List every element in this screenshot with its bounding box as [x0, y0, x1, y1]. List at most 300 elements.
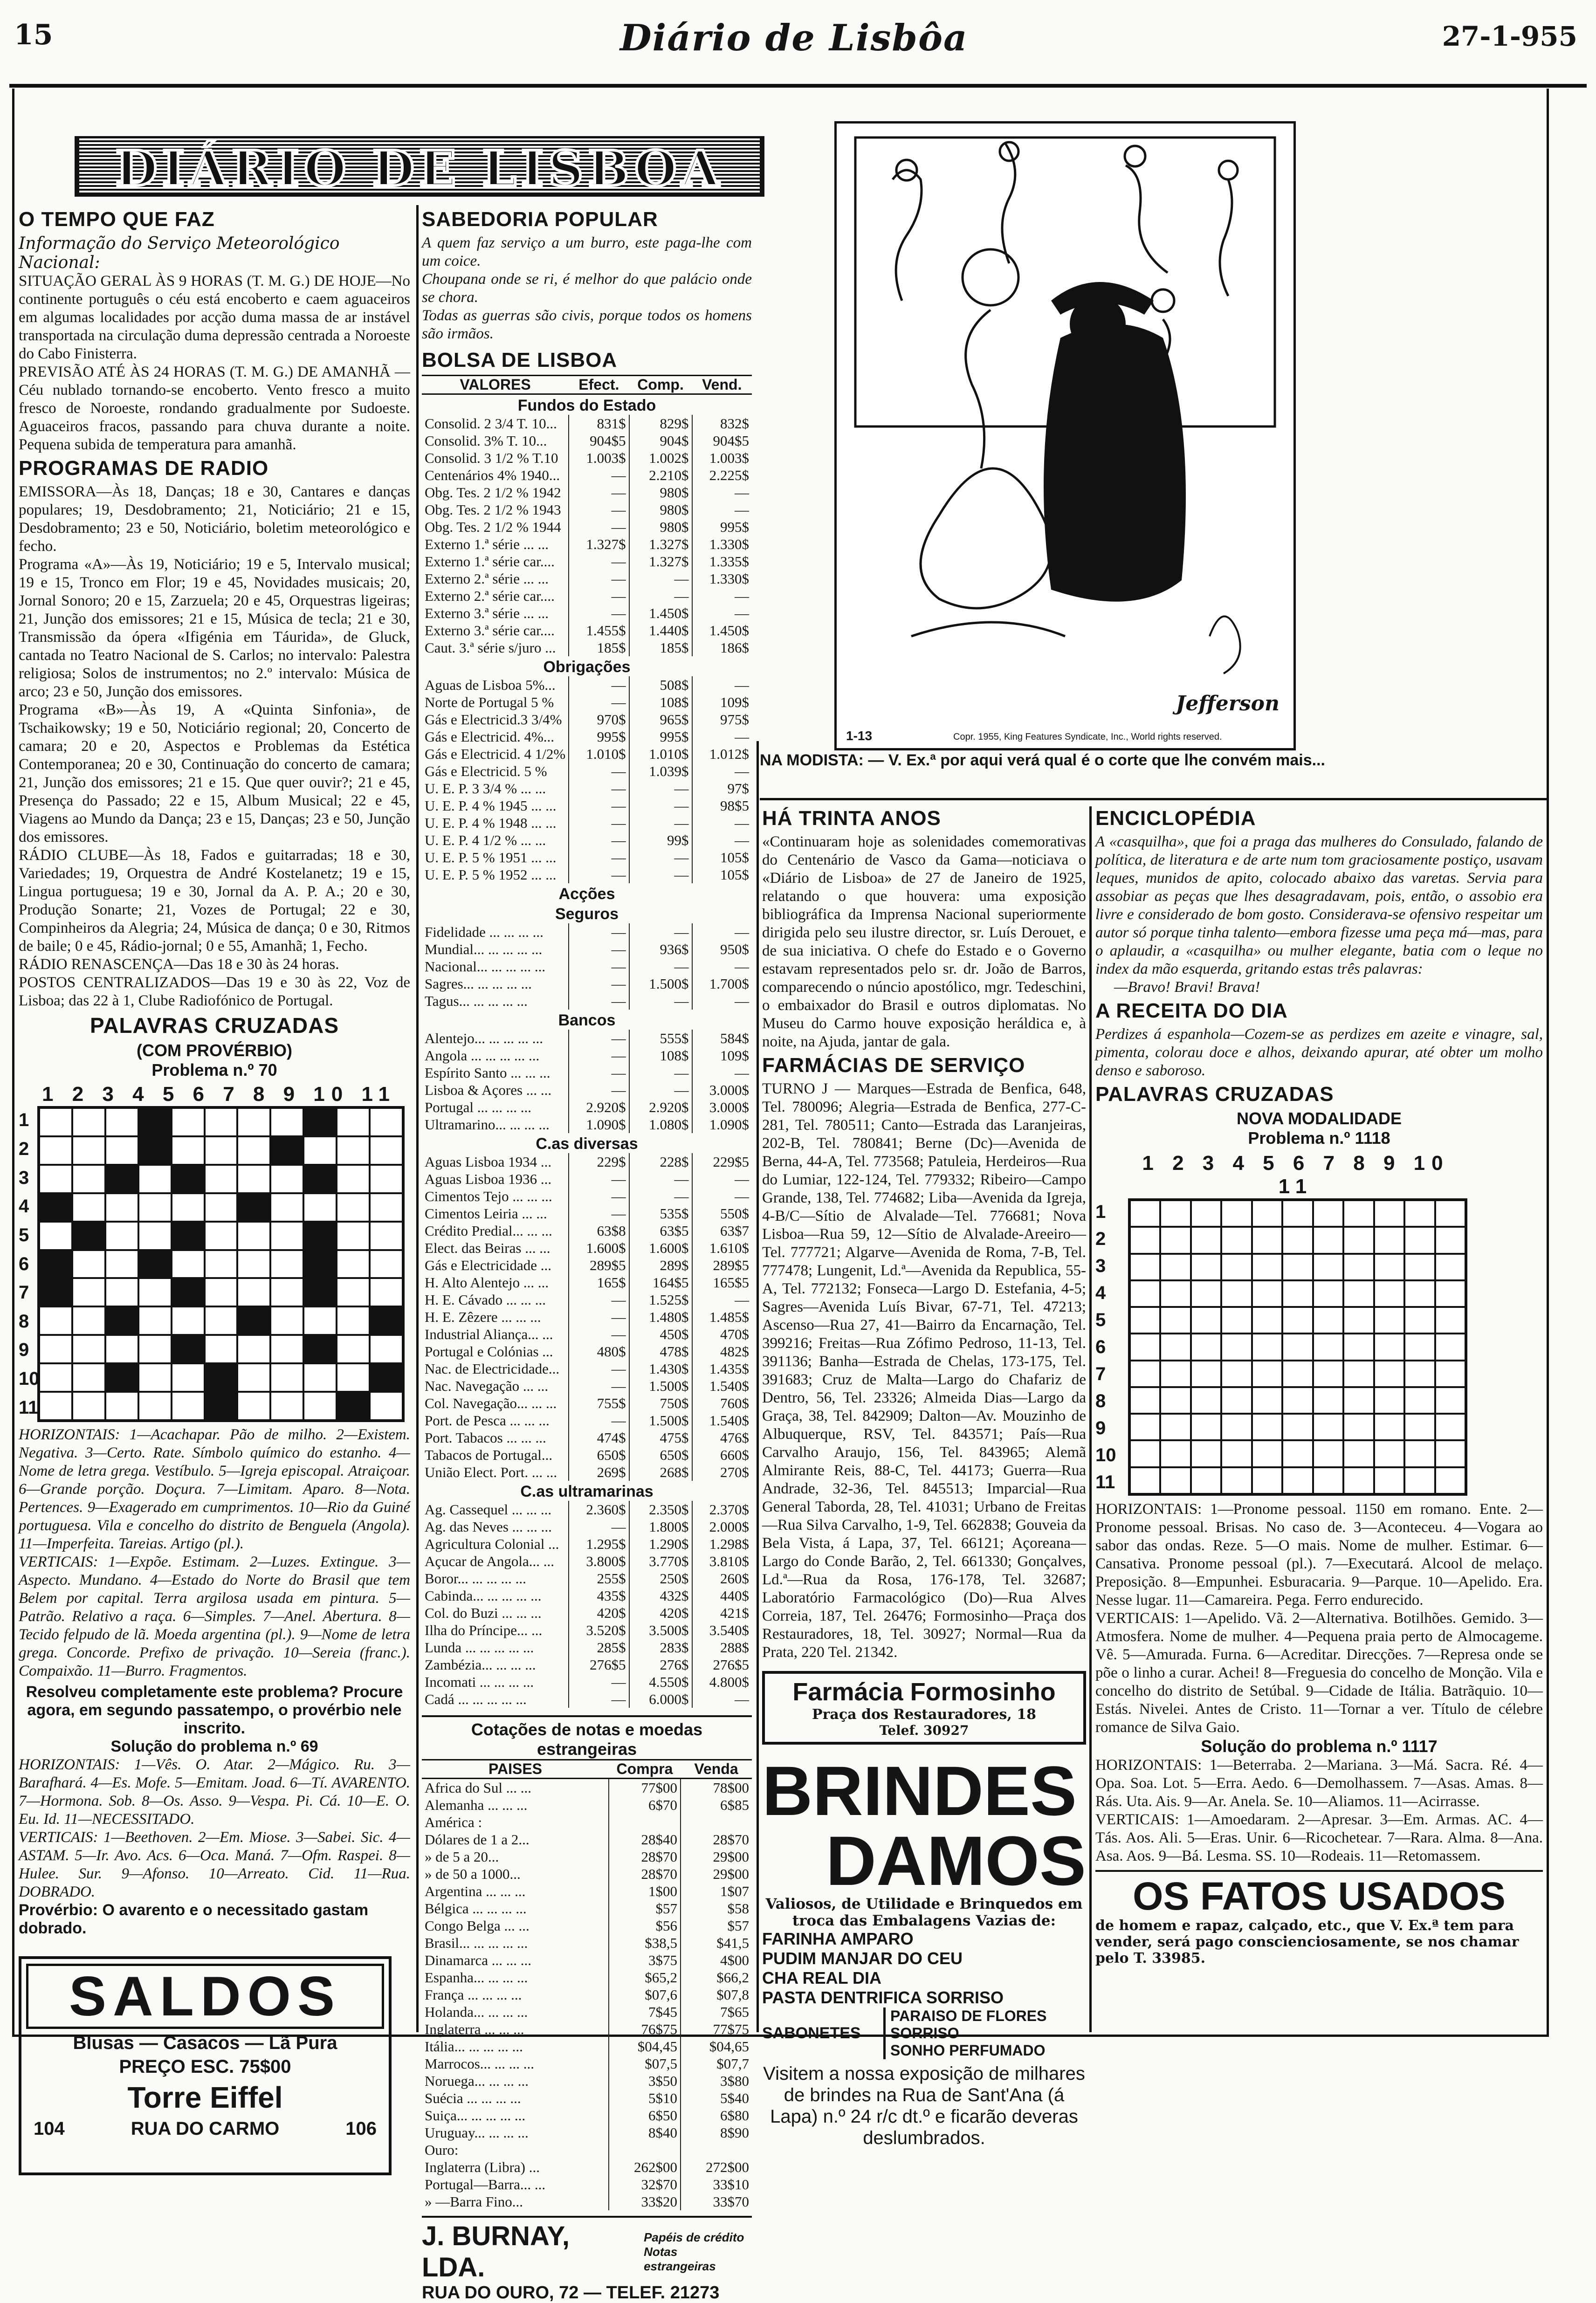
- crossword-cell[interactable]: [1435, 1467, 1465, 1494]
- crossword-cell[interactable]: [39, 1222, 72, 1250]
- crossword-cell[interactable]: [105, 1306, 138, 1335]
- crossword-cell[interactable]: [1404, 1414, 1435, 1440]
- security-name: Portugal ... ... ... ...: [425, 1099, 532, 1115]
- security-name: Agricultura Colonial ...: [425, 1536, 559, 1552]
- crossword-cell[interactable]: [1221, 1227, 1252, 1253]
- crossword-cell[interactable]: [1160, 1254, 1190, 1280]
- crossword-cell[interactable]: [138, 1392, 172, 1420]
- security-name: U. E. P. 4 1/2 % ... ...: [425, 832, 546, 848]
- burnay-name: J. BURNAY, LDA.: [422, 2221, 570, 2282]
- crossword-cell[interactable]: [270, 1108, 303, 1136]
- table-row: [422, 1326, 752, 1343]
- crossword-cell[interactable]: [1313, 1200, 1343, 1227]
- crossword-cell[interactable]: [39, 1363, 72, 1392]
- crossword-cell[interactable]: [72, 1250, 105, 1279]
- price-cell: —: [629, 1188, 692, 1205]
- security-name: Gás e Electricid. 5 %: [425, 763, 547, 779]
- crossword-cell[interactable]: [370, 1222, 403, 1250]
- crossword-row-number: 10: [1095, 1444, 1116, 1465]
- security-name: Externo 1.ª série ... ...: [425, 536, 549, 552]
- crossword-cell[interactable]: [1435, 1334, 1465, 1360]
- crossword-cell[interactable]: [1221, 1361, 1252, 1387]
- crossword-cell[interactable]: [1343, 1387, 1374, 1414]
- crossword-cell[interactable]: [337, 1278, 370, 1306]
- crossword-cell[interactable]: [1282, 1200, 1313, 1227]
- security-name: Ultramarino... ... ... ...: [425, 1116, 550, 1133]
- crossword-cell[interactable]: [1191, 1254, 1221, 1280]
- crossword-cell[interactable]: [1130, 1440, 1160, 1467]
- crossword-cell[interactable]: [370, 1108, 403, 1136]
- crossword-cell[interactable]: [1313, 1361, 1343, 1387]
- security-name: Sagres... ... ... ... ...: [425, 976, 532, 992]
- crossword-cell[interactable]: [1191, 1200, 1221, 1227]
- price-cell: 650$: [629, 1446, 692, 1464]
- crossword-cell[interactable]: [1374, 1280, 1404, 1307]
- crossword-cell[interactable]: [1435, 1254, 1465, 1280]
- rate-cell: 77$00: [609, 1779, 681, 1797]
- crossword-cell[interactable]: [1435, 1414, 1465, 1440]
- crossword-cell[interactable]: [105, 1278, 138, 1306]
- crossword-cell[interactable]: [1404, 1307, 1435, 1334]
- crossword-cell[interactable]: [1282, 1440, 1313, 1467]
- crossword-cell[interactable]: [172, 1306, 205, 1335]
- crossword-cell[interactable]: [205, 1136, 238, 1165]
- country-name: Africa do Sul ... ...: [425, 1780, 532, 1796]
- burnay-service: Notas estrangeiras: [644, 2244, 716, 2273]
- crossword-cell[interactable]: [205, 1165, 238, 1193]
- crossword-cell[interactable]: [1191, 1467, 1221, 1494]
- crossword-cell[interactable]: [1343, 1280, 1374, 1307]
- crossword-cell[interactable]: [303, 1165, 337, 1193]
- crossword-cell[interactable]: [72, 1193, 105, 1222]
- price-cell: 3.520$: [569, 1622, 629, 1639]
- crossword-cell[interactable]: [72, 1108, 105, 1136]
- bolsa-group-heading: Acções: [558, 885, 615, 903]
- table-row: [422, 1377, 752, 1395]
- price-cell: 289$5: [692, 1257, 752, 1274]
- crossword-cell[interactable]: [1404, 1387, 1435, 1414]
- crossword-cell[interactable]: [138, 1250, 172, 1279]
- crossword-cell[interactable]: [1374, 1440, 1404, 1467]
- crossword-cell[interactable]: [1191, 1414, 1221, 1440]
- crossword-cell[interactable]: [1130, 1334, 1160, 1360]
- page-number: 15: [14, 19, 53, 51]
- crossword-cell[interactable]: [105, 1136, 138, 1165]
- crossword-cell[interactable]: [1252, 1387, 1282, 1414]
- rate-cell: $04,65: [681, 2038, 752, 2055]
- crossword-cell[interactable]: [172, 1392, 205, 1420]
- crossword-cell[interactable]: [105, 1165, 138, 1193]
- crossword-cell[interactable]: [39, 1392, 72, 1420]
- crossword-cell[interactable]: [370, 1392, 403, 1420]
- price-cell: 1.003$: [692, 449, 752, 467]
- crossword-cell[interactable]: [1252, 1467, 1282, 1494]
- table-row: [422, 1099, 752, 1116]
- rate-cell: $07,7: [681, 2055, 752, 2072]
- crossword-cell[interactable]: [270, 1136, 303, 1165]
- crossword-cell[interactable]: [1374, 1361, 1404, 1387]
- crossword-cell[interactable]: [1313, 1254, 1343, 1280]
- crossword-cell[interactable]: [1191, 1334, 1221, 1360]
- crossword-cell[interactable]: [1130, 1361, 1160, 1387]
- crossword-grid[interactable]: [37, 1106, 405, 1422]
- crossword-cell[interactable]: [270, 1363, 303, 1392]
- crossword-cell[interactable]: [1221, 1200, 1252, 1227]
- crossword-cell[interactable]: [172, 1108, 205, 1136]
- crossword-cell[interactable]: [172, 1278, 205, 1306]
- crossword-cell[interactable]: [1404, 1280, 1435, 1307]
- crossword-cell[interactable]: [1282, 1387, 1313, 1414]
- saying: A quem faz serviço a um burro, este paga-lhe com um coice.: [422, 234, 752, 269]
- crossword-cell[interactable]: [270, 1165, 303, 1193]
- crossword-subheading: (COM PROVÉRBIO): [136, 1041, 292, 1060]
- crossword-cell[interactable]: [1221, 1440, 1252, 1467]
- crossword-cell[interactable]: [205, 1108, 238, 1136]
- crossword-cell[interactable]: [1404, 1254, 1435, 1280]
- crossword-cell[interactable]: [1343, 1254, 1374, 1280]
- crossword-cell[interactable]: [1435, 1387, 1465, 1414]
- crossword-cell[interactable]: [370, 1250, 403, 1279]
- price-cell: —: [569, 780, 629, 797]
- crossword-cell[interactable]: [303, 1335, 337, 1363]
- crossword-cell[interactable]: [1221, 1387, 1252, 1414]
- crossword-cell[interactable]: [303, 1363, 337, 1392]
- crossword-cell[interactable]: [1252, 1254, 1282, 1280]
- crossword-cell[interactable]: [105, 1363, 138, 1392]
- crossword-cell[interactable]: [1374, 1414, 1404, 1440]
- crossword-cell[interactable]: [138, 1165, 172, 1193]
- crossword-cell[interactable]: [303, 1193, 337, 1222]
- crossword-cell[interactable]: [1130, 1280, 1160, 1307]
- crossword-cell[interactable]: [39, 1306, 72, 1335]
- crossword-cell[interactable]: [237, 1165, 270, 1193]
- crossword-cell[interactable]: [237, 1278, 270, 1306]
- crossword-cell[interactable]: [1343, 1361, 1374, 1387]
- security-name: Externo 3.ª série ... ...: [425, 605, 549, 621]
- crossword-cell[interactable]: [1343, 1414, 1374, 1440]
- crossword-cell[interactable]: [1404, 1227, 1435, 1253]
- crossword-cell[interactable]: [39, 1250, 72, 1279]
- crossword-cell[interactable]: [105, 1193, 138, 1222]
- security-name: Gás e Electricid. 4 1/2%: [425, 746, 566, 762]
- table-row: [422, 814, 752, 832]
- crossword-cell[interactable]: [1343, 1440, 1374, 1467]
- crossword-cell[interactable]: [138, 1335, 172, 1363]
- crossword-cell[interactable]: [1343, 1334, 1374, 1360]
- crossword-cell[interactable]: [370, 1306, 403, 1335]
- crossword-cell[interactable]: [1282, 1227, 1313, 1253]
- crossword-cell[interactable]: [205, 1250, 238, 1279]
- crossword-cell[interactable]: [1374, 1227, 1404, 1253]
- crossword-cell[interactable]: [1221, 1254, 1252, 1280]
- crossword-cell[interactable]: [1374, 1334, 1404, 1360]
- crossword-cell[interactable]: [1221, 1334, 1252, 1360]
- crossword-cell[interactable]: [205, 1335, 238, 1363]
- crossword-cell[interactable]: [1435, 1200, 1465, 1227]
- crossword-cell[interactable]: [72, 1165, 105, 1193]
- crossword-cell[interactable]: [72, 1278, 105, 1306]
- crossword-cell[interactable]: [303, 1108, 337, 1136]
- table-row: [422, 1604, 752, 1622]
- crossword-cell[interactable]: [172, 1136, 205, 1165]
- crossword-cell[interactable]: [1130, 1254, 1160, 1280]
- price-cell: —: [569, 484, 629, 501]
- crossword-cell[interactable]: [337, 1165, 370, 1193]
- crossword-cell[interactable]: [1252, 1334, 1282, 1360]
- crossword-cell[interactable]: [1343, 1307, 1374, 1334]
- crossword-cell[interactable]: [1435, 1361, 1465, 1387]
- crossword-cell[interactable]: [1404, 1361, 1435, 1387]
- crossword-cell[interactable]: [1252, 1227, 1282, 1253]
- crossword-cell[interactable]: [337, 1193, 370, 1222]
- crossword-solution-vertical: VERTICAIS: 1—Beethoven. 2—Em. Miose. 3—Sabei. Sic. 4—ASTAM. 5—Ir. Avo. Acs. 6—Oca. Maná. 7—Ofm. Raspei. 8—Hulee. Sur. 9—Afonso. 10—Arreato. Cid. 11—Rua. DOBRADO.: [19, 1829, 410, 1900]
- crossword-cell[interactable]: [237, 1193, 270, 1222]
- radio-paragraph: POSTOS CENTRALIZADOS—Das 19 e 30 às 22, Voz de Lisboa; das 22 à 1, Clube Radiofónico de Portugal.: [19, 974, 410, 1009]
- rate-cell: [681, 1814, 752, 1831]
- crossword-cell[interactable]: [205, 1278, 238, 1306]
- crossword-cell[interactable]: [370, 1278, 403, 1306]
- table-row: [422, 1429, 752, 1446]
- price-cell: —: [569, 849, 629, 866]
- crossword-cell[interactable]: [1313, 1440, 1343, 1467]
- crossword-cell[interactable]: [1191, 1280, 1221, 1307]
- saldos-address-number: 104: [34, 2118, 65, 2139]
- country-name: Dinamarca ... ... ...: [425, 1952, 531, 1968]
- crossword-cell[interactable]: [1130, 1200, 1160, 1227]
- crossword-cell[interactable]: [1313, 1334, 1343, 1360]
- crossword-cell[interactable]: [237, 1392, 270, 1420]
- crossword-cell[interactable]: [105, 1250, 138, 1279]
- crossword-cell[interactable]: [270, 1392, 303, 1420]
- crossword-cell[interactable]: [1160, 1227, 1190, 1253]
- crossword-cell[interactable]: [1343, 1227, 1374, 1253]
- crossword-cell[interactable]: [205, 1363, 238, 1392]
- crossword-cell[interactable]: [1374, 1307, 1404, 1334]
- crossword-cell[interactable]: [337, 1335, 370, 1363]
- crossword-cell[interactable]: [237, 1250, 270, 1279]
- crossword-cell[interactable]: [1313, 1467, 1343, 1494]
- crossword-cell[interactable]: [1160, 1200, 1190, 1227]
- crossword-cell[interactable]: [1191, 1387, 1221, 1414]
- crossword-cell[interactable]: [72, 1335, 105, 1363]
- crossword-cell[interactable]: [39, 1193, 72, 1222]
- crossword-cell[interactable]: [1221, 1467, 1252, 1494]
- crossword-cell[interactable]: [39, 1136, 72, 1165]
- crossword-cell[interactable]: [1313, 1414, 1343, 1440]
- crossword-cell[interactable]: [138, 1363, 172, 1392]
- crossword-cell[interactable]: [1313, 1280, 1343, 1307]
- crossword-cell[interactable]: [205, 1193, 238, 1222]
- crossword-cell[interactable]: [205, 1222, 238, 1250]
- crossword-cell[interactable]: [237, 1136, 270, 1165]
- table-row: [422, 1205, 752, 1222]
- price-cell: 1.500$: [629, 1412, 692, 1429]
- price-cell: —: [569, 1170, 629, 1188]
- table-row: [422, 2176, 752, 2193]
- price-cell: —: [569, 1047, 629, 1064]
- crossword-cell[interactable]: [270, 1306, 303, 1335]
- crossword-cell[interactable]: [337, 1136, 370, 1165]
- crossword-cell[interactable]: [1160, 1467, 1190, 1494]
- crossword-cell[interactable]: [172, 1193, 205, 1222]
- crossword-cell[interactable]: [172, 1335, 205, 1363]
- crossword-cell[interactable]: [337, 1108, 370, 1136]
- crossword-cell[interactable]: [1252, 1280, 1282, 1307]
- crossword-cell[interactable]: [1221, 1307, 1252, 1334]
- crossword-cell[interactable]: [1252, 1200, 1282, 1227]
- table-row: [422, 711, 752, 728]
- crossword-cell[interactable]: [1404, 1200, 1435, 1227]
- crossword2-grid[interactable]: [1128, 1198, 1467, 1496]
- crossword-cell[interactable]: [1282, 1467, 1313, 1494]
- crossword-cell[interactable]: [1404, 1440, 1435, 1467]
- crossword-cell[interactable]: [337, 1306, 370, 1335]
- crossword-cell[interactable]: [1221, 1280, 1252, 1307]
- crossword-cell[interactable]: [1160, 1334, 1190, 1360]
- crossword-cell[interactable]: [337, 1250, 370, 1279]
- crossword-cell[interactable]: [1191, 1227, 1221, 1253]
- saldos-address-street: RUA DO CARMO: [131, 2118, 280, 2139]
- crossword-cell[interactable]: [270, 1278, 303, 1306]
- crossword-cell[interactable]: [237, 1306, 270, 1335]
- crossword-cell[interactable]: [205, 1392, 238, 1420]
- crossword-cell[interactable]: [303, 1136, 337, 1165]
- crossword-cell[interactable]: [1252, 1307, 1282, 1334]
- crossword-cell[interactable]: [1282, 1414, 1313, 1440]
- crossword-cell[interactable]: [1282, 1254, 1313, 1280]
- crossword-cell[interactable]: [39, 1335, 72, 1363]
- crossword-cell[interactable]: [1282, 1334, 1313, 1360]
- crossword-cell[interactable]: [1282, 1280, 1313, 1307]
- crossword-cell[interactable]: [72, 1363, 105, 1392]
- crossword-cell[interactable]: [1191, 1307, 1221, 1334]
- crossword-cell[interactable]: [1282, 1361, 1313, 1387]
- crossword-cell[interactable]: [370, 1136, 403, 1165]
- crossword-cell[interactable]: [1160, 1307, 1190, 1334]
- country-name: » —Barra Fino...: [425, 2193, 523, 2210]
- crossword-cell[interactable]: [1160, 1361, 1190, 1387]
- crossword-cell[interactable]: [370, 1363, 403, 1392]
- crossword-cell[interactable]: [105, 1392, 138, 1420]
- crossword-cell[interactable]: [1160, 1387, 1190, 1414]
- crossword-cell[interactable]: [1191, 1361, 1221, 1387]
- rate-cell: 28$40: [609, 1831, 681, 1848]
- crossword-cell[interactable]: [138, 1108, 172, 1136]
- masthead-logo: [75, 136, 764, 197]
- crossword-column-numbers: 1 2 3 4 5 6 7 8 9 10 11: [42, 1083, 396, 1106]
- crossword-cell[interactable]: [303, 1392, 337, 1420]
- crossword-cell[interactable]: [303, 1222, 337, 1250]
- crossword-cell[interactable]: [105, 1222, 138, 1250]
- crossword-cell[interactable]: [1404, 1334, 1435, 1360]
- crossword-cell[interactable]: [138, 1278, 172, 1306]
- crossword-cell[interactable]: [370, 1165, 403, 1193]
- crossword-cell[interactable]: [1160, 1414, 1190, 1440]
- crossword-cell[interactable]: [1343, 1467, 1374, 1494]
- crossword-cell[interactable]: [270, 1250, 303, 1279]
- crossword-cell[interactable]: [270, 1193, 303, 1222]
- table-row: [422, 1831, 752, 1848]
- crossword-cell[interactable]: [1191, 1440, 1221, 1467]
- crossword-cell[interactable]: [1313, 1227, 1343, 1253]
- crossword-cell[interactable]: [1435, 1440, 1465, 1467]
- crossword-cell[interactable]: [237, 1363, 270, 1392]
- crossword-cell[interactable]: [172, 1222, 205, 1250]
- crossword-cell[interactable]: [72, 1136, 105, 1165]
- crossword-cell[interactable]: [270, 1335, 303, 1363]
- crossword-cell[interactable]: [1282, 1307, 1313, 1334]
- crossword-cell[interactable]: [1343, 1200, 1374, 1227]
- crossword-cell[interactable]: [303, 1278, 337, 1306]
- crossword-cell[interactable]: [1130, 1227, 1160, 1253]
- crossword-cell[interactable]: [1130, 1307, 1160, 1334]
- crossword-cell[interactable]: [1374, 1387, 1404, 1414]
- crossword-cell[interactable]: [205, 1306, 238, 1335]
- crossword-cell[interactable]: [1160, 1440, 1190, 1467]
- crossword-cell[interactable]: [138, 1136, 172, 1165]
- crossword-cell[interactable]: [105, 1108, 138, 1136]
- crossword-cell[interactable]: [337, 1222, 370, 1250]
- crossword-cell[interactable]: [237, 1108, 270, 1136]
- crossword-cell[interactable]: [1374, 1467, 1404, 1494]
- crossword-cell[interactable]: [1404, 1467, 1435, 1494]
- crossword-cell[interactable]: [1130, 1387, 1160, 1414]
- crossword-cell[interactable]: [1313, 1387, 1343, 1414]
- crossword-cell[interactable]: [1435, 1227, 1465, 1253]
- crossword-cell[interactable]: [1221, 1414, 1252, 1440]
- crossword-cell[interactable]: [1130, 1467, 1160, 1494]
- crossword-cell[interactable]: [138, 1222, 172, 1250]
- crossword-cell[interactable]: [72, 1222, 105, 1250]
- crossword-cell[interactable]: [1252, 1361, 1282, 1387]
- crossword-cell[interactable]: [370, 1335, 403, 1363]
- crossword-cell[interactable]: [1374, 1200, 1404, 1227]
- crossword-cell[interactable]: [39, 1278, 72, 1306]
- price-cell: 970$: [569, 711, 629, 728]
- crossword-cell[interactable]: [138, 1193, 172, 1222]
- crossword-cell[interactable]: [337, 1363, 370, 1392]
- price-cell: 584$: [692, 1030, 752, 1047]
- crossword-cell[interactable]: [303, 1306, 337, 1335]
- crossword-cell[interactable]: [303, 1250, 337, 1279]
- crossword-cell[interactable]: [1130, 1414, 1160, 1440]
- crossword-cell[interactable]: [1313, 1307, 1343, 1334]
- crossword-cell[interactable]: [172, 1250, 205, 1279]
- crossword-cell[interactable]: [237, 1222, 270, 1250]
- crossword-cell[interactable]: [237, 1335, 270, 1363]
- crossword-cell[interactable]: [370, 1193, 403, 1222]
- crossword-cell[interactable]: [138, 1306, 172, 1335]
- crossword-cell[interactable]: [1435, 1280, 1465, 1307]
- crossword-cell[interactable]: [1374, 1254, 1404, 1280]
- crossword-cell[interactable]: [39, 1165, 72, 1193]
- crossword-cell[interactable]: [72, 1306, 105, 1335]
- table-row: [422, 1779, 752, 1797]
- crossword-cell[interactable]: [337, 1392, 370, 1420]
- crossword-cell[interactable]: [1160, 1280, 1190, 1307]
- crossword-cell[interactable]: [39, 1108, 72, 1136]
- bolsa-group-heading: C.as ultramarinas: [520, 1483, 654, 1500]
- crossword-cell[interactable]: [1252, 1414, 1282, 1440]
- bolsa-col-header: Vend.: [692, 376, 752, 394]
- crossword-cell[interactable]: [105, 1335, 138, 1363]
- crossword-cell[interactable]: [270, 1222, 303, 1250]
- crossword-cell[interactable]: [1435, 1307, 1465, 1334]
- crossword-cell[interactable]: [1252, 1440, 1282, 1467]
- crossword-cell[interactable]: [172, 1363, 205, 1392]
- crossword-cell[interactable]: [72, 1392, 105, 1420]
- crossword-cell[interactable]: [172, 1165, 205, 1193]
